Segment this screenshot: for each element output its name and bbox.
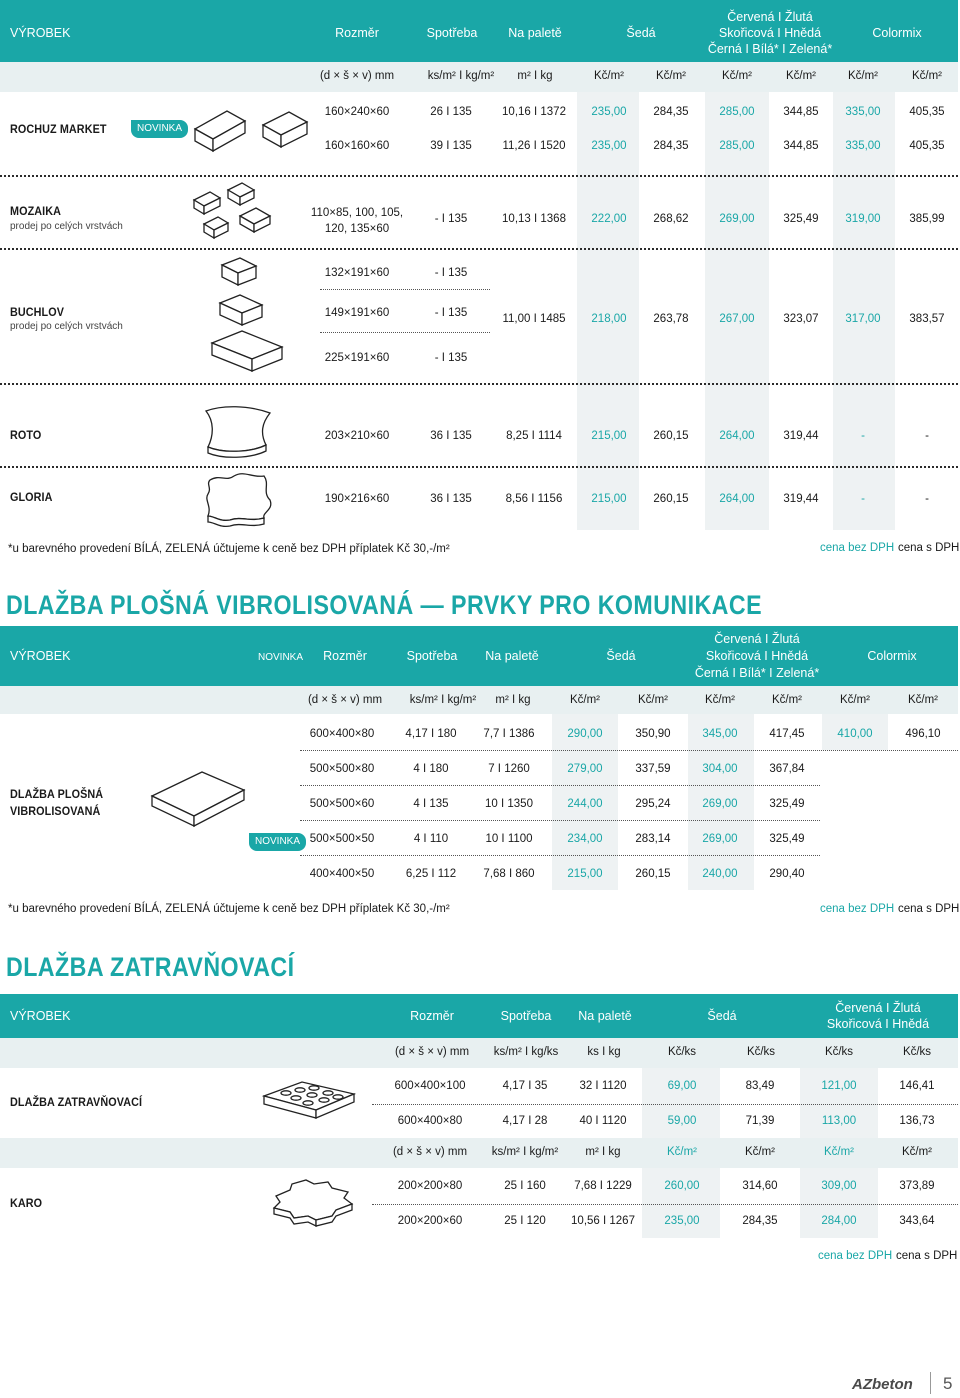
cell: 149×191×60 — [324, 307, 390, 319]
cell: 4,17 Ι 28 — [502, 1115, 548, 1127]
header-na-palete: Na paletě — [485, 649, 539, 663]
cell: 335,00 — [845, 140, 881, 152]
column-band — [705, 92, 769, 530]
row-separator — [300, 820, 820, 821]
product-name-gloria: GLORIA — [10, 490, 53, 504]
cell: 7,68 Ι 860 — [483, 868, 535, 880]
header-barvy-1: Červená Ι Žlutá — [835, 1001, 921, 1015]
table3-header — [0, 994, 958, 1038]
cell: 10 Ι 1350 — [485, 798, 533, 810]
cell: 263,78 — [653, 313, 689, 325]
unit-cell: ks/m² Ι kg/m² — [409, 694, 477, 706]
legend-bez-dph: cena bez DPH — [820, 903, 895, 915]
cell: 383,57 — [909, 313, 945, 325]
cell: 405,35 — [909, 106, 945, 118]
novinka-badge: NOVINKA — [131, 120, 188, 138]
cell: - Ι 135 — [434, 267, 468, 279]
cell: 335,00 — [845, 106, 881, 118]
cell: 110×85, 100, 105, — [310, 207, 404, 219]
cell: 136,73 — [899, 1115, 935, 1127]
cell: - — [925, 430, 929, 442]
cell: 4 Ι 110 — [413, 833, 449, 845]
header-novinka: NOVINKA — [258, 652, 304, 663]
cell: 283,14 — [635, 833, 671, 845]
header-spotreba: Spotřeba — [426, 26, 478, 40]
zatravnovaci-illustration — [262, 1080, 357, 1122]
unit-cell: ks/m² Ι kg/ks — [493, 1046, 559, 1058]
unit-cell: Kč/m² — [569, 694, 601, 706]
footnote: *u barevného provedení BÍLÁ, ZELENÁ účtujeme k ceně bez DPH příplatek Kč 30,-/m² — [8, 903, 450, 915]
cell: 600×400×100 — [394, 1080, 466, 1092]
product-name-roto: ROTO — [10, 428, 42, 442]
product-name-karo: KARO — [10, 1196, 43, 1210]
cell: 225×191×60 — [324, 352, 390, 364]
header-seda: Šedá — [707, 1009, 737, 1023]
cell: 235,00 — [664, 1215, 700, 1227]
unit-cell: Kč/ks — [667, 1046, 697, 1058]
cell: - Ι 135 — [434, 213, 468, 225]
header-barvy-2: Skořicová Ι Hnědá — [826, 1017, 930, 1031]
product-sub-mozaika: prodej po celých vrstvách — [10, 221, 123, 232]
cell: 325,49 — [769, 833, 805, 845]
cell: 268,62 — [653, 213, 689, 225]
unit-cell: Kč/m² — [666, 1146, 698, 1158]
cell: 304,00 — [702, 763, 738, 775]
cell: 319,44 — [783, 430, 819, 442]
buchlov-illustration — [210, 255, 300, 380]
unit-cell: Kč/m² — [847, 70, 879, 82]
cell: 343,64 — [899, 1215, 935, 1227]
row-separator — [0, 466, 958, 468]
cell: 269,00 — [702, 833, 738, 845]
row-separator — [372, 1204, 958, 1205]
cell: 69,00 — [667, 1080, 697, 1092]
cell: 325,49 — [769, 798, 805, 810]
cell: 260,15 — [653, 430, 689, 442]
legend-bez-dph: cena bez DPH — [820, 542, 895, 554]
header-vyrobek: VÝROBEK — [10, 649, 71, 663]
header-vyrobek: VÝROBEK — [10, 1009, 71, 1023]
cell: 4,17 Ι 35 — [502, 1080, 548, 1092]
cell: 4 Ι 180 — [413, 763, 449, 775]
cell: 367,84 — [769, 763, 805, 775]
unit-cell: (d × š × v) mm — [307, 694, 383, 706]
cell: 32 Ι 1120 — [579, 1080, 627, 1092]
cell: 385,99 — [909, 213, 945, 225]
cell: 264,00 — [719, 430, 755, 442]
cell: 40 Ι 1120 — [579, 1115, 627, 1127]
cell: 260,15 — [653, 493, 689, 505]
cell: 121,00 — [821, 1080, 857, 1092]
novinka-badge: NOVINKA — [249, 833, 306, 851]
cell: 405,35 — [909, 140, 945, 152]
cell: 215,00 — [591, 493, 627, 505]
cell: 284,35 — [653, 106, 689, 118]
unit-cell: Kč/m² — [823, 1146, 855, 1158]
table2-units-row — [0, 686, 958, 714]
footer-divider — [930, 1372, 931, 1394]
cell: 235,00 — [591, 140, 627, 152]
cell: 8,25 Ι 1114 — [506, 430, 562, 442]
table1-units-row — [0, 62, 958, 92]
cell: 59,00 — [667, 1115, 697, 1127]
header-seda: Šedá — [626, 26, 656, 40]
cell: 285,00 — [719, 106, 755, 118]
cell: 269,00 — [719, 213, 755, 225]
legend-bez-dph: cena bez DPH — [818, 1250, 893, 1262]
unit-cell: ks/m² Ι kg/m² — [427, 70, 495, 82]
cell: 222,00 — [591, 213, 627, 225]
cell: 11,26 Ι 1520 — [502, 140, 566, 152]
unit-cell: Kč/m² — [839, 694, 871, 706]
cell: 7 Ι 1260 — [488, 763, 530, 775]
mozaika-illustration — [190, 180, 290, 252]
cell: - — [861, 493, 865, 505]
cell: 290,00 — [567, 728, 603, 740]
row-separator — [300, 785, 820, 786]
cell: 10,13 Ι 1368 — [502, 213, 566, 225]
unit-cell: Kč/m² — [593, 70, 625, 82]
cell: 200×200×60 — [397, 1215, 463, 1227]
cell: 600×400×80 — [309, 728, 375, 740]
cell: 400×400×50 — [309, 868, 375, 880]
unit-cell: Kč/m² — [637, 694, 669, 706]
cell: 83,49 — [745, 1080, 775, 1092]
cell: 267,00 — [719, 313, 755, 325]
cell: 344,85 — [783, 106, 819, 118]
header-rozmer: Rozměr — [323, 649, 367, 663]
cell: 203×210×60 — [324, 430, 390, 442]
cell: 190×216×60 — [324, 493, 390, 505]
cell: 25 Ι 120 — [504, 1215, 546, 1227]
cell: 325,49 — [783, 213, 819, 225]
unit-cell: ks Ι kg — [587, 1046, 621, 1058]
cell: 373,89 — [899, 1180, 935, 1192]
cell: 7,68 Ι 1229 — [574, 1180, 632, 1192]
header-rozmer: Rozměr — [410, 1009, 454, 1023]
row-separator — [372, 1104, 958, 1105]
cell: 235,00 — [591, 106, 627, 118]
product-name-zatravnovaci: DLAŽBA ZATRAVŇOVACÍ — [10, 1095, 143, 1109]
row-separator — [300, 855, 820, 856]
cell: 323,07 — [783, 313, 819, 325]
cell: 71,39 — [745, 1115, 775, 1127]
row-separator — [0, 175, 958, 177]
legend-s-dph: cena s DPH — [898, 903, 960, 915]
unit-cell: (d × š × v) mm — [392, 1146, 468, 1158]
product-name-dlazba-plosna-2: VIBROLISOVANÁ — [10, 804, 101, 818]
rochuz-illustration — [189, 107, 319, 157]
azbeton-logo: AZbeton — [852, 1376, 913, 1393]
karo-illustration — [270, 1178, 360, 1228]
legend-s-dph: cena s DPH — [898, 542, 960, 554]
cell: 8,56 Ι 1156 — [505, 493, 563, 505]
section-title-zatravnovaci: DLAŽBA ZATRAVŇOVACÍ — [6, 952, 295, 982]
cell: - — [861, 430, 865, 442]
cell: 279,00 — [567, 763, 603, 775]
product-sub-buchlov: prodej po celých vrstvách — [10, 321, 123, 332]
cell: 350,90 — [635, 728, 671, 740]
cell: 10 Ι 1100 — [485, 833, 533, 845]
header-spotreba: Spotřeba — [406, 649, 458, 663]
cell: 200×200×80 — [397, 1180, 463, 1192]
cell: 244,00 — [567, 798, 603, 810]
cell: 218,00 — [591, 313, 627, 325]
header-barvy-3: Černá Ι Bílá* Ι Zelená* — [694, 666, 820, 680]
header-barvy-3: Černá Ι Bílá* Ι Zelená* — [707, 42, 833, 56]
unit-cell: Kč/m² — [911, 70, 943, 82]
cell: 36 Ι 135 — [430, 493, 472, 505]
cell: 269,00 — [702, 798, 738, 810]
unit-cell: m² Ι kg — [495, 694, 531, 706]
row-separator — [0, 383, 958, 385]
row-separator — [0, 248, 958, 250]
section-title-vibrolisovana: DLAŽBA PLOŠNÁ VIBROLISOVANÁ — PRVKY PRO KOMUNIKACE — [6, 590, 762, 620]
legend-s-dph: cena s DPH — [896, 1250, 958, 1262]
table2-header — [0, 626, 958, 686]
header-vyrobek: VÝROBEK — [10, 26, 71, 40]
column-band — [833, 92, 895, 530]
unit-cell: Kč/m² — [907, 694, 939, 706]
cell: 39 Ι 135 — [430, 140, 472, 152]
cell: 345,00 — [702, 728, 738, 740]
table3-units-row-1 — [0, 1038, 958, 1068]
row-separator — [320, 289, 490, 290]
footnote: *u barevného provedení BÍLÁ, ZELENÁ účtujeme k ceně bez DPH příplatek Kč 30,-/m² — [8, 543, 450, 555]
unit-cell: Kč/ks — [902, 1046, 932, 1058]
cell: 260,00 — [664, 1180, 700, 1192]
cell: 264,00 — [719, 493, 755, 505]
cell: 215,00 — [567, 868, 603, 880]
cell: 410,00 — [837, 728, 873, 740]
cell: 4,17 Ι 180 — [405, 728, 457, 740]
cell: - Ι 135 — [434, 307, 468, 319]
cell: 25 Ι 160 — [504, 1180, 546, 1192]
product-name-buchlov: BUCHLOV — [10, 305, 65, 319]
header-barvy-2: Skořicová Ι Hnědá — [705, 649, 809, 663]
cell: - Ι 135 — [434, 352, 468, 364]
table1-header — [0, 0, 958, 62]
page-number: 5 — [943, 1374, 953, 1393]
product-name-rochuz: ROCHUZ MARKET — [10, 122, 107, 136]
unit-cell: Kč/m² — [771, 694, 803, 706]
header-barvy-1: Červená Ι Žlutá — [714, 632, 800, 646]
cell: 309,00 — [821, 1180, 857, 1192]
cell: 234,00 — [567, 833, 603, 845]
cell: 417,45 — [769, 728, 805, 740]
cell: 496,10 — [905, 728, 941, 740]
header-colormix: Colormix — [867, 649, 917, 663]
unit-cell: Kč/m² — [704, 694, 736, 706]
header-spotreba: Spotřeba — [500, 1009, 552, 1023]
cell: 317,00 — [845, 313, 881, 325]
cell: 337,59 — [635, 763, 671, 775]
header-barvy-2: Skořicová Ι Hnědá — [718, 26, 822, 40]
row-separator — [300, 750, 958, 751]
cell: 132×191×60 — [324, 267, 390, 279]
cell: - — [925, 493, 929, 505]
product-name-mozaika: MOZAIKA — [10, 204, 62, 218]
product-name-dlazba-plosna-1: DLAŽBA PLOŠNÁ — [10, 787, 104, 801]
cell: 160×160×60 — [324, 140, 390, 152]
cell: 36 Ι 135 — [430, 430, 472, 442]
unit-cell: Kč/ks — [746, 1046, 776, 1058]
cell: 500×500×60 — [309, 798, 375, 810]
cell: 215,00 — [591, 430, 627, 442]
unit-cell: Kč/m² — [785, 70, 817, 82]
cell: 26 Ι 135 — [430, 106, 472, 118]
cell: 500×500×80 — [309, 763, 375, 775]
unit-cell: (d × š × v) mm — [394, 1046, 470, 1058]
cell: 160×240×60 — [324, 106, 390, 118]
roto-illustration — [200, 403, 280, 461]
cell: 284,35 — [742, 1215, 778, 1227]
cell: 4 Ι 135 — [413, 798, 449, 810]
header-colormix: Colormix — [872, 26, 922, 40]
unit-cell: (d × š × v) mm — [319, 70, 395, 82]
vibrolisovana-illustration — [150, 768, 250, 830]
cell: 260,15 — [635, 868, 671, 880]
unit-cell: m² Ι kg — [585, 1146, 621, 1158]
cell: 284,35 — [653, 140, 689, 152]
cell: 290,40 — [769, 868, 805, 880]
cell: 314,60 — [742, 1180, 778, 1192]
unit-cell: Kč/ks — [824, 1046, 854, 1058]
cell: 10,16 Ι 1372 — [502, 106, 566, 118]
header-na-palete: Na paletě — [578, 1009, 632, 1023]
cell: 285,00 — [719, 140, 755, 152]
cell: 120, 135×60 — [324, 223, 390, 235]
cell: 113,00 — [821, 1115, 857, 1127]
cell: 7,7 Ι 1386 — [483, 728, 535, 740]
table3-units-row-2 — [0, 1138, 958, 1168]
header-barvy-1: Červená Ι Žlutá — [727, 10, 813, 24]
cell: 11,00 Ι 1485 — [502, 313, 566, 325]
row-separator — [320, 332, 490, 333]
header-rozmer: Rozměr — [335, 26, 379, 40]
cell: 10,56 Ι 1267 — [571, 1215, 635, 1227]
cell: 500×500×50 — [309, 833, 375, 845]
cell: 344,85 — [783, 140, 819, 152]
cell: 146,41 — [899, 1080, 935, 1092]
unit-cell: Kč/m² — [655, 70, 687, 82]
unit-cell: Kč/m² — [744, 1146, 776, 1158]
gloria-illustration — [200, 470, 285, 530]
cell: 6,25 Ι 112 — [405, 868, 457, 880]
cell: 284,00 — [821, 1215, 857, 1227]
unit-cell: ks/m² Ι kg/m² — [491, 1146, 559, 1158]
cell: 319,44 — [783, 493, 819, 505]
unit-cell: Kč/m² — [721, 70, 753, 82]
cell: 240,00 — [702, 868, 738, 880]
header-na-palete: Na paletě — [508, 26, 562, 40]
cell: 600×400×80 — [397, 1115, 463, 1127]
unit-cell: m² Ι kg — [517, 70, 553, 82]
cell: 319,00 — [845, 213, 881, 225]
header-seda: Šedá — [606, 649, 636, 663]
column-band — [577, 92, 639, 530]
cell: 295,24 — [635, 798, 671, 810]
unit-cell: Kč/m² — [901, 1146, 933, 1158]
